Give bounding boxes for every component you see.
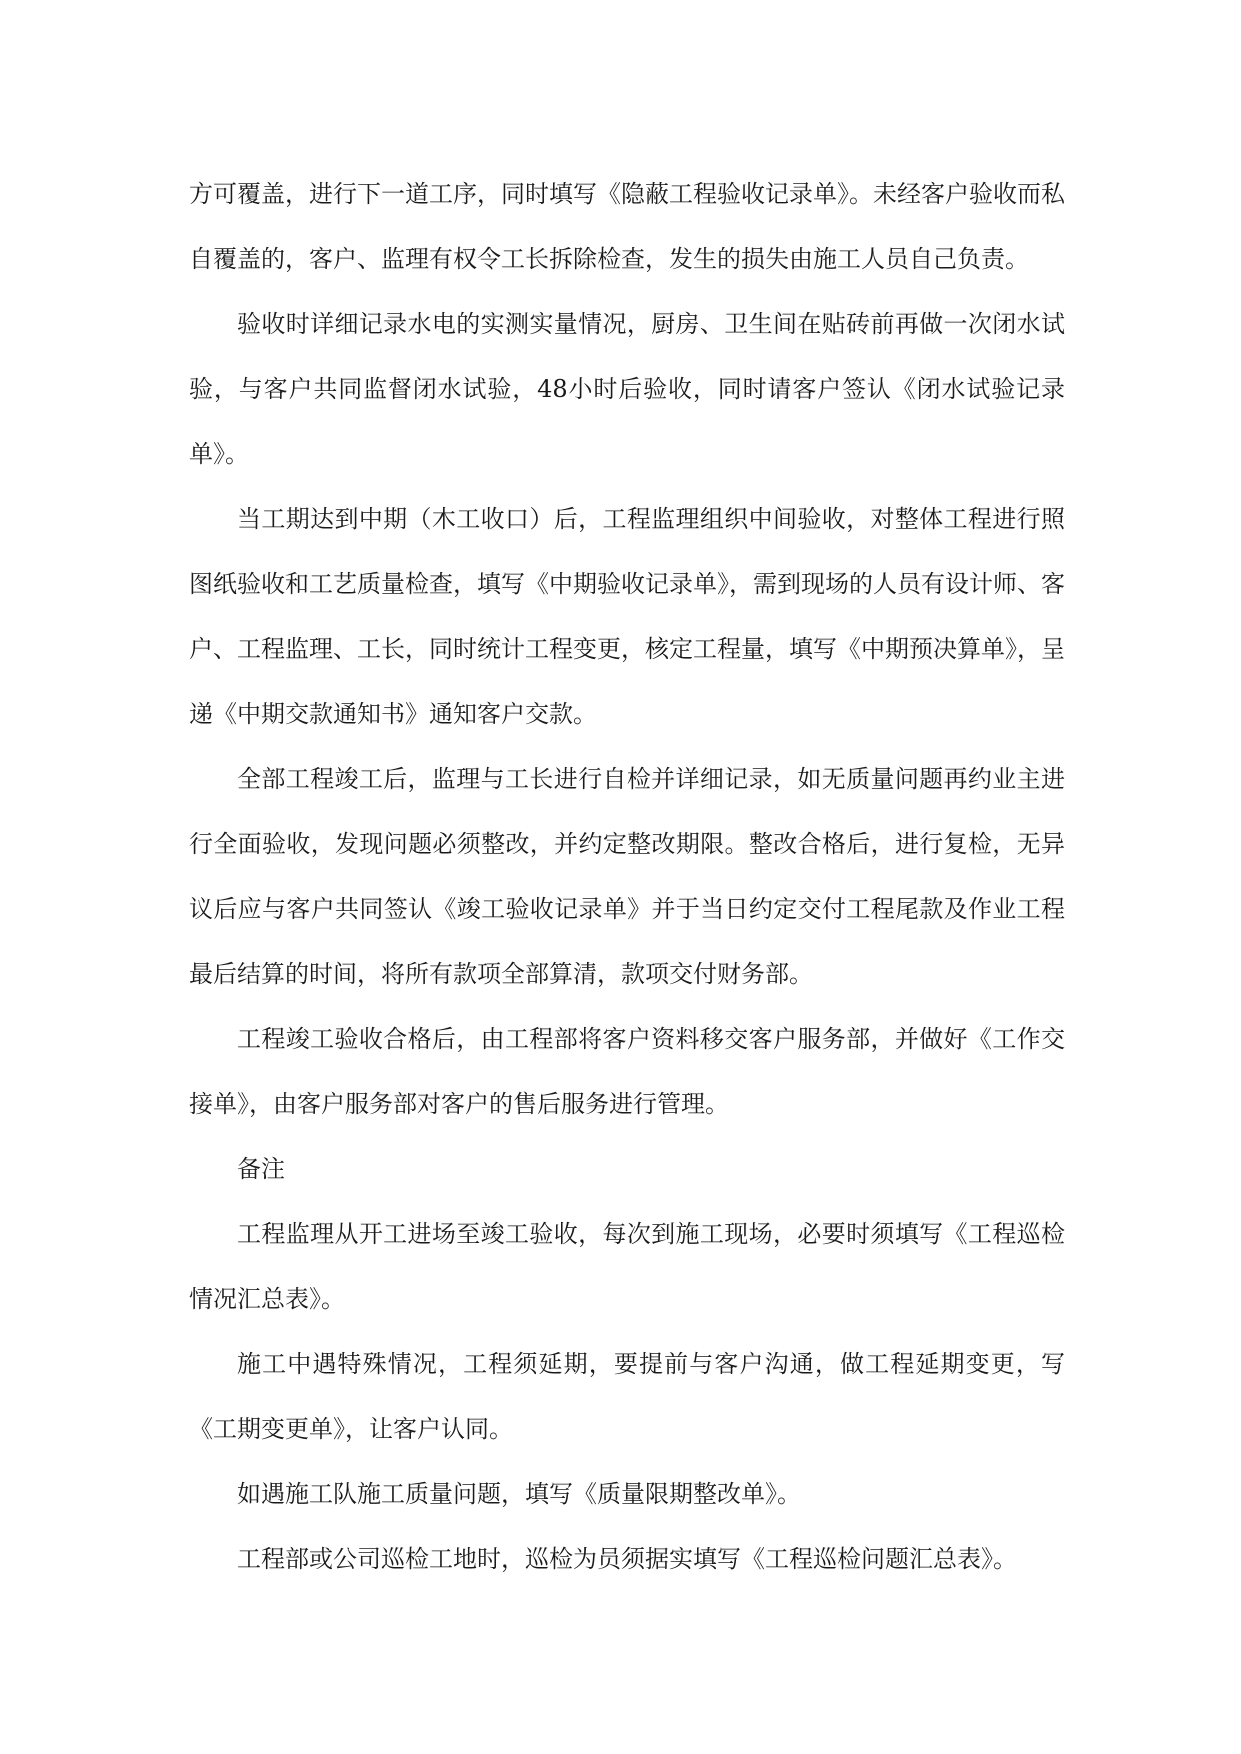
paragraph-remark-inspection: 工程监理从开工进场至竣工验收，每次到施工现场，必要时须填写《工程巡检情况汇总表》。 bbox=[189, 1220, 1065, 1313]
paragraph-handover: 工程竣工验收合格后，由工程部将客户资料移交客户服务部，并做好《工作交接单》，由客户服务部对客户的售后服务进行管理。 bbox=[189, 1025, 1065, 1118]
paragraph-completion-acceptance: 全部工程竣工后，监理与工长进行自检并详细记录，如无质量问题再约业主进行全面验收，发现问题必须整改，并约定整改期限。整改合格后，进行复检，无异议后应与客户共同签认《竣工验收记录单》并于当日约定交付工程尾款及作业工程最后结算的时间，将所有款项全部算清，款项交付财务部。 bbox=[189, 765, 1065, 988]
paragraph-water-electric-acceptance: 验收时详细记录水电的实测实量情况，厨房、卫生间在贴砖前再做一次闭水试验，与客户共同监督闭水试验，48小时后验收，同时请客户签认《闭水试验记录单》。 bbox=[189, 310, 1065, 468]
paragraph-concealed-work-acceptance: 方可覆盖，进行下一道工序，同时填写《隐蔽工程验收记录单》。未经客户验收而私自覆盖的，客户、监理有权令工长拆除检查，发生的损失由施工人员自己负责。 bbox=[189, 180, 1065, 273]
section-heading-remarks: 备注 bbox=[237, 1155, 285, 1183]
paragraph-remark-delay: 施工中遇特殊情况，工程须延期，要提前与客户沟通，做工程延期变更，写《工期变更单》，让客户认同。 bbox=[189, 1350, 1065, 1443]
paragraph-remark-quality: 如遇施工队施工质量问题，填写《质量限期整改单》。 bbox=[237, 1480, 801, 1508]
paragraph-remark-site-check: 工程部或公司巡检工地时，巡检为员须据实填写《工程巡检问题汇总表》。 bbox=[237, 1545, 1017, 1573]
body-text bbox=[189, 162, 1065, 1592]
paragraph-midterm-acceptance: 当工期达到中期（木工收口）后，工程监理组织中间验收，对整体工程进行照图纸验收和工艺质量检查，填写《中期验收记录单》，需到现场的人员有设计师、客户、工程监理、工长，同时统计工程变更，核定工程量，填写《中期预决算单》，呈递《中期交款通知书》通知客户交款。 bbox=[189, 505, 1065, 728]
